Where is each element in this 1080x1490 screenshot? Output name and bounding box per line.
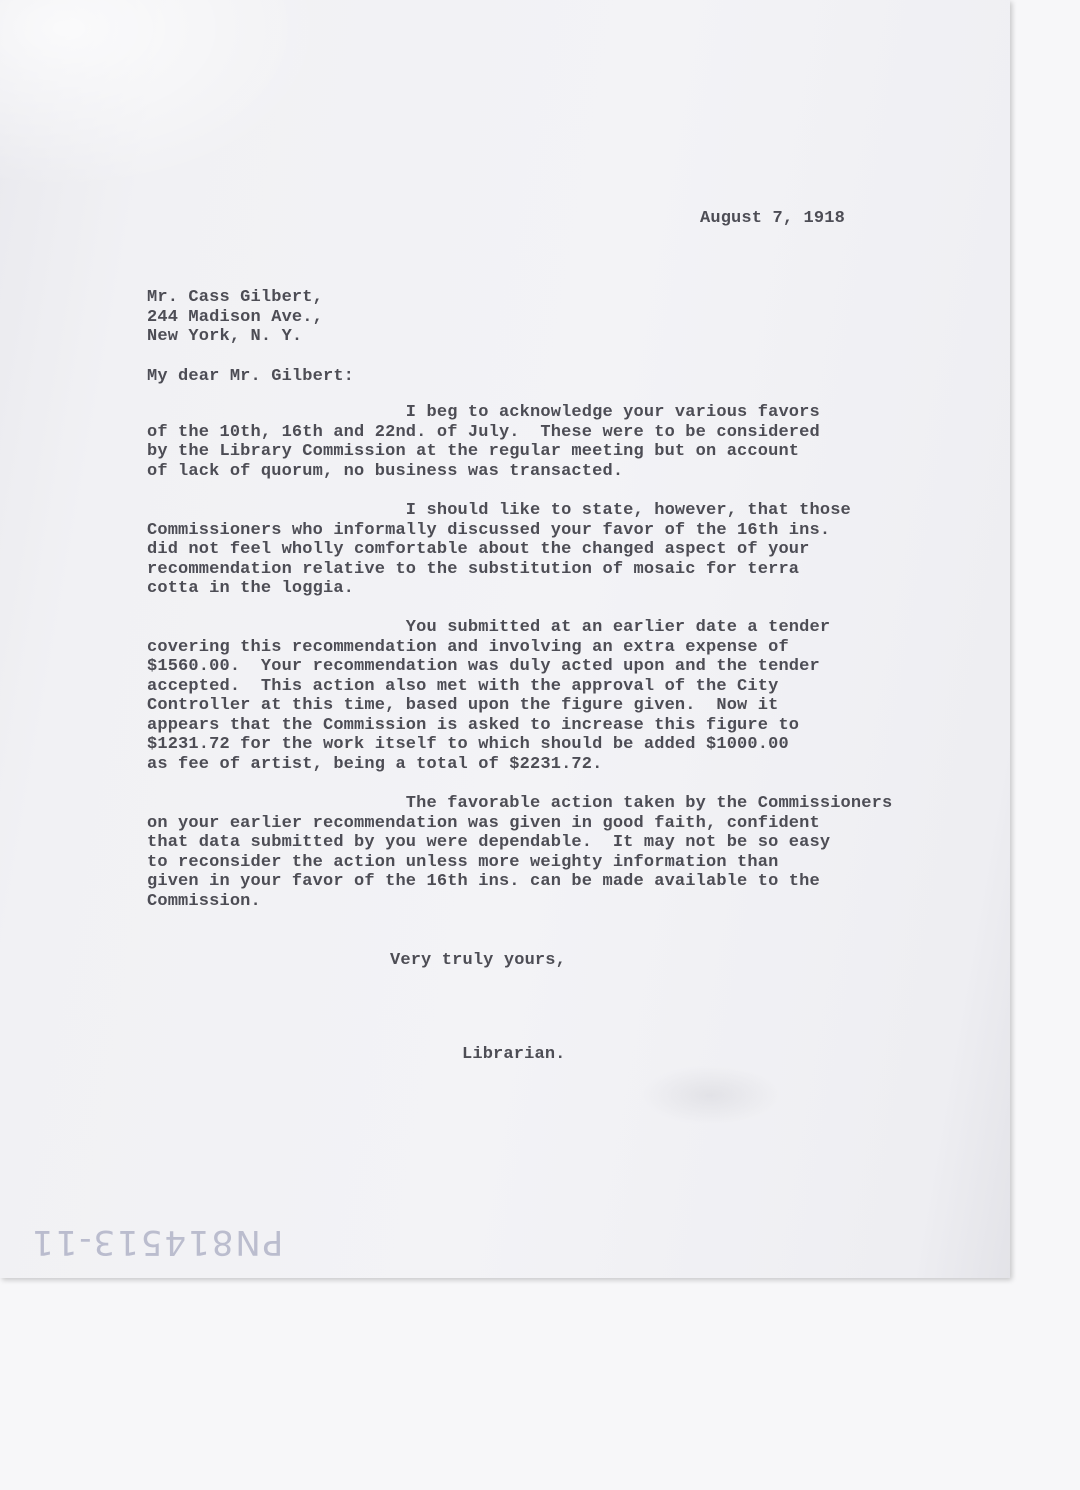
paragraph-line: $1560.00. Your recommendation was duly acted upon and the tender bbox=[147, 657, 820, 676]
paragraph-line: I should like to state, however, that those bbox=[147, 501, 851, 520]
pencil-smudge bbox=[640, 1065, 780, 1125]
paragraph-line: that data submitted by you were dependable. It may not be so easy bbox=[147, 833, 831, 852]
salutation: My dear Mr. Gilbert: bbox=[147, 367, 355, 386]
paragraph-line: to reconsider the action unless more weighty information than bbox=[147, 852, 779, 872]
paragraph-line: You submitted at an earlier date a tender bbox=[147, 618, 831, 637]
paragraph-line: did not feel wholly comfortable about the changed aspect of your bbox=[147, 540, 810, 559]
letter-date: August 7, 1918 bbox=[700, 209, 845, 228]
paragraph-line: on your earlier recommendation was given in good faith, confident bbox=[147, 813, 820, 833]
paragraph-line: of lack of quorum, no business was transacted. bbox=[147, 461, 624, 481]
address-line-city: New York, N. Y. bbox=[147, 327, 303, 346]
paragraph-line: Controller at this time, based upon the figure given. Now it bbox=[147, 696, 779, 715]
paragraph-line: $1231.72 for the work itself to which should be added $1000.00 bbox=[147, 735, 789, 754]
recipient-address bbox=[147, 288, 323, 347]
paragraph-line: covering this recommendation and involving an extra expense of bbox=[147, 637, 789, 657]
paragraph-line: as fee of artist, being a total of $2231.72. bbox=[147, 754, 603, 774]
paragraph-concerns bbox=[147, 501, 851, 599]
signature-title: Librarian. bbox=[462, 1045, 566, 1064]
paragraph-line: I beg to acknowledge your various favors bbox=[147, 403, 820, 422]
paragraph-line: recommendation relative to the substitution of mosaic for terra bbox=[147, 559, 800, 579]
paragraph-line: The favorable action taken by the Commissioners bbox=[147, 794, 893, 813]
paragraph-reconsideration bbox=[147, 794, 892, 911]
archive-mark: PN814513-11 bbox=[30, 1222, 284, 1262]
paragraph-line: accepted. This action also met with the approval of the City bbox=[147, 676, 779, 696]
paragraph-tender bbox=[147, 618, 830, 774]
address-line-street: 244 Madison Ave., bbox=[147, 307, 323, 327]
paragraph-line: by the Library Commission at the regular meeting but on account bbox=[147, 442, 800, 461]
paragraph-acknowledgement bbox=[147, 403, 820, 481]
paragraph-line: appears that the Commission is asked to increase this figure to bbox=[147, 715, 800, 735]
address-line-name: Mr. Cass Gilbert, bbox=[147, 288, 323, 307]
paragraph-line: Commission. bbox=[147, 891, 261, 911]
paragraph-line: of the 10th, 16th and 22nd. of July. These were to be considered bbox=[147, 422, 820, 442]
paragraph-line: given in your favor of the 16th ins. can be made available to the bbox=[147, 872, 820, 891]
paragraph-line: cotta in the loggia. bbox=[147, 579, 355, 598]
paragraph-line: Commissioners who informally discussed your favor of the 16th ins. bbox=[147, 520, 831, 540]
closing: Very truly yours, bbox=[390, 951, 566, 970]
